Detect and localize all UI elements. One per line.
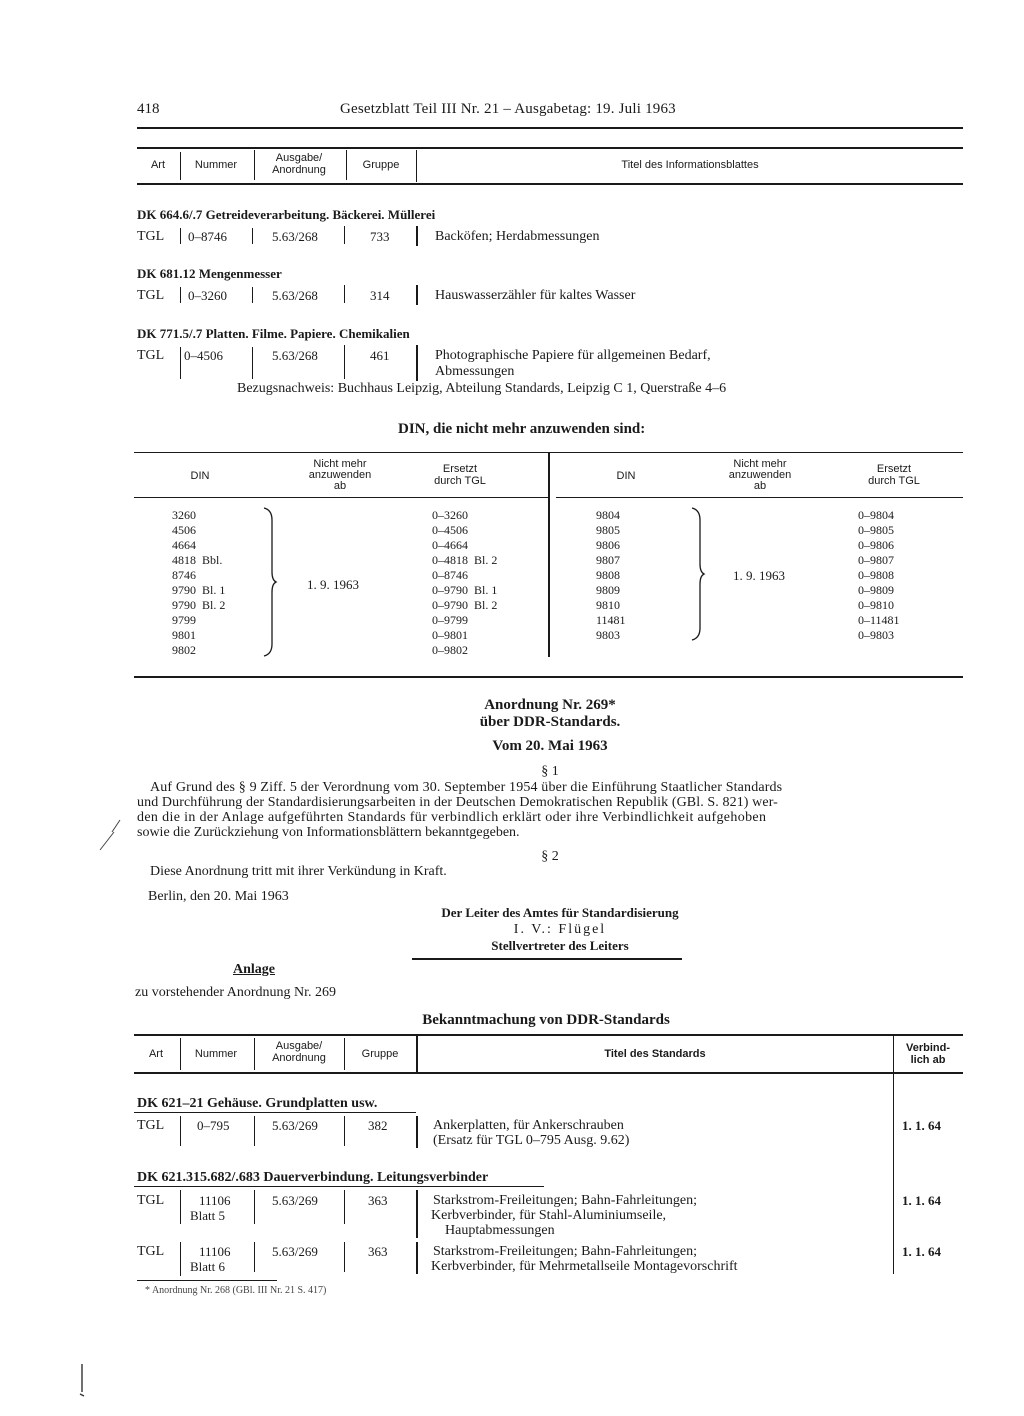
din-date-left: 1. 9. 1963 (307, 577, 359, 592)
list-item: 4664 (172, 538, 196, 552)
paragraph-2: § 2 (541, 849, 559, 864)
place-date: Berlin, den 20. Mai 1963 (148, 889, 289, 904)
list-item: 9808 (596, 568, 620, 582)
list-item: 0–4506 (432, 523, 468, 537)
group-heading: DK 621.315.682/.683 Dauerverbindung. Leitungsverbinder (137, 1170, 489, 1185)
bezugsnachweis: Bezugsnachweis: Buchhaus Leipzig, Abteilung Standards, Leipzig C 1, Querstraße 4–6 (237, 381, 727, 396)
list-item: 9799 (172, 613, 196, 627)
list-item: 0–9810 (858, 598, 894, 612)
list-item: 0–9799 (432, 613, 468, 627)
list-item: 0–11481 (858, 613, 900, 627)
th-anordnung: Anordnung (272, 164, 326, 176)
signature-rule (412, 958, 682, 960)
list-item: 8746 (172, 568, 196, 582)
verb-column-rule (893, 1074, 894, 1274)
list-item: 0–9802 (432, 643, 468, 657)
din-list-left (172, 508, 225, 658)
group-heading: DK 771.5/.7 Platten. Filme. Papiere. Chemikalien (137, 326, 410, 341)
din-list-right (596, 508, 626, 643)
th-titel: Titel des Informationsblattes (621, 159, 759, 171)
list-item: 9805 (596, 523, 620, 537)
anlage-label: Anlage (233, 962, 275, 977)
list-item: 9810 (596, 598, 620, 612)
tgl-list-right (858, 508, 900, 643)
margin-mark (96, 818, 124, 852)
list-item: 9803 (596, 628, 620, 642)
list-item: 4506 (172, 523, 196, 537)
group-heading: DK 621–21 Gehäuse. Grundplatten usw. (137, 1096, 378, 1111)
list-item: 0–4818 Bl. 2 (432, 553, 498, 567)
th-art: Art (150, 159, 166, 171)
list-item: 0–9808 (858, 568, 894, 582)
tgl-list-left (432, 508, 497, 658)
din-bottom-rule (134, 676, 963, 678)
anordnung-title: Anordnung Nr. 269* (484, 697, 616, 713)
footnote: * Anordnung Nr. 268 (GBl. III Nr. 21 S. 417) (145, 1285, 327, 1296)
list-item: 9790 Bl. 1 (172, 583, 226, 597)
list-item: 0–9804 (858, 508, 894, 522)
list-item: 9804 (596, 508, 620, 522)
list-item: 9806 (596, 538, 620, 552)
list-item: 9807 (596, 553, 620, 567)
din-section-title: DIN, die nicht mehr anzuwenden sind: (398, 421, 646, 437)
anlage-sub: zu vorstehender Anordnung Nr. 269 (135, 985, 337, 1000)
list-item: 0–4664 (432, 538, 468, 552)
din-header-din-right: DIN (616, 470, 636, 482)
page-number: 418 (137, 101, 160, 117)
brace-right (690, 506, 706, 642)
list-item: 0–9790 Bl. 2 (432, 598, 498, 612)
list-item: 0–9807 (858, 553, 894, 567)
din-header-din: DIN (190, 470, 210, 482)
group-heading: DK 681.12 Mengenmesser (137, 266, 282, 281)
list-item: 0–9809 (858, 583, 894, 597)
list-item: 3260 (172, 508, 196, 522)
din-divider (548, 452, 550, 657)
anlage-title: Bekanntmachung von DDR-Standards (422, 1012, 670, 1028)
signature-name: I. V.: Flügel (513, 922, 607, 937)
list-item: 9809 (596, 583, 620, 597)
list-item: 9801 (172, 628, 196, 642)
list-item: 9802 (172, 643, 196, 657)
th-nummer: Nummer (194, 159, 238, 171)
anordnung-date: Vom 20. Mai 1963 (492, 738, 608, 754)
din-date-right: 1. 9. 1963 (733, 568, 785, 583)
anordnung-subtitle: über DDR-Standards. (479, 714, 621, 730)
list-item: 11481 (596, 613, 626, 627)
list-item: 0–9801 (432, 628, 468, 642)
header-rule (137, 127, 963, 129)
list-item: 0–9805 (858, 523, 894, 537)
list-item: 0–9806 (858, 538, 894, 552)
paragraph-1: § 1 (541, 764, 559, 779)
group-heading: DK 664.6/.7 Getreideverarbeitung. Bäckerei. Müllerei (137, 207, 436, 222)
th-gruppe: Gruppe (362, 159, 400, 171)
brace-left (262, 506, 278, 658)
list-item: 0–9790 Bl. 1 (432, 583, 498, 597)
list-item: 4818 Bbl. (172, 553, 223, 567)
page-title: Gesetzblatt Teil III Nr. 21 – Ausgabetag: 19. Juli 1963 (340, 101, 676, 117)
signature-office: Der Leiter des Amtes für Standardisierung (441, 905, 679, 920)
margin-mark-bottom (78, 1362, 88, 1398)
th-ausgabe: Ausgabe/ (275, 152, 323, 164)
signature-role: Stellvertreter des Leiters (491, 938, 629, 953)
list-item: 0–8746 (432, 568, 468, 582)
footnote-rule (137, 1280, 277, 1281)
list-item: 0–3260 (432, 508, 468, 522)
list-item: 0–9803 (858, 628, 894, 642)
list-item: 9790 Bl. 2 (172, 598, 226, 612)
